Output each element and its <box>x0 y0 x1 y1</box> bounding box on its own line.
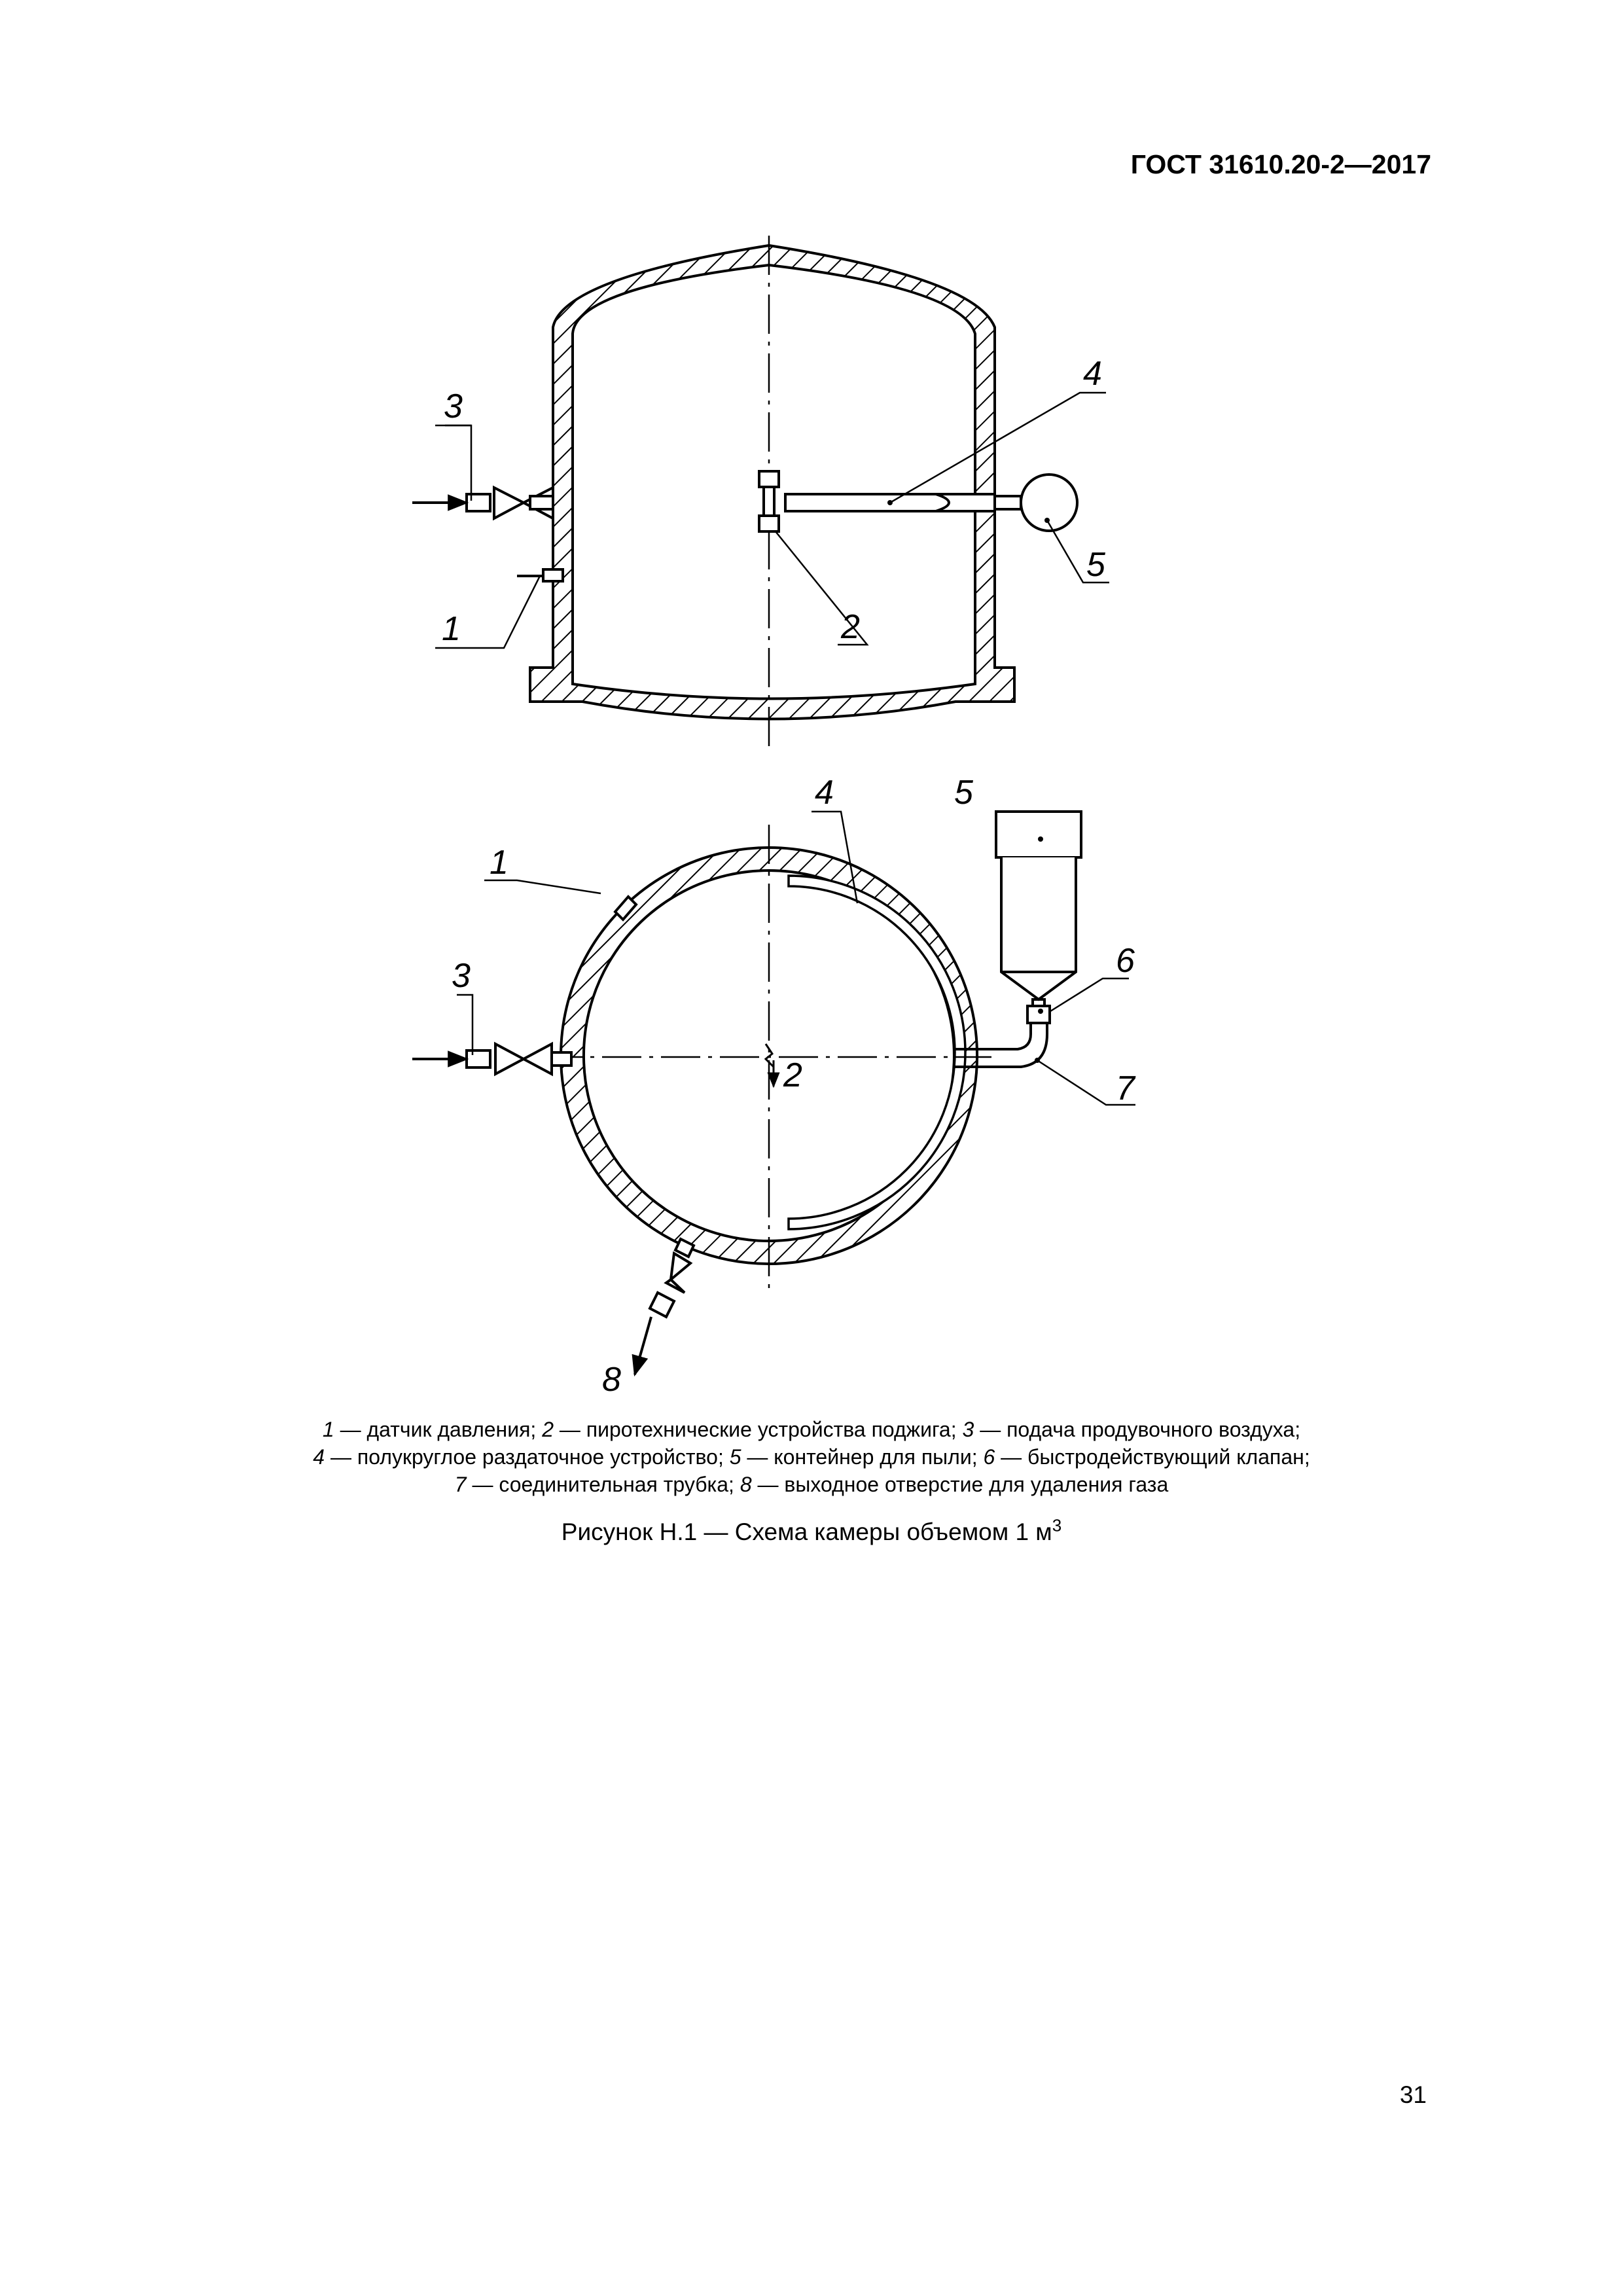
callout-5-plan: 5 <box>954 774 973 812</box>
legend-line-2: 4 — полукруглое раздаточное устройство; 5 — контейнер для пыли; 6 — быстродействующий клапан; <box>313 1445 1310 1469</box>
callout-3-plan: 3 <box>452 957 471 995</box>
callout-1-top: 1 <box>442 610 461 648</box>
page-number: 31 <box>1399 2081 1427 2108</box>
figure-legend <box>0 1416 1623 1498</box>
document-header: ГОСТ 31610.20-2—2017 <box>1130 149 1431 179</box>
callout-8-plan: 8 <box>602 1361 621 1399</box>
side-section-view <box>412 236 1077 746</box>
callout-4-top: 4 <box>1083 355 1102 393</box>
callout-1-plan: 1 <box>490 844 508 882</box>
callout-7-plan: 7 <box>1116 1069 1135 1107</box>
figure-caption: Рисунок Н.1 — Схема камеры объемом 1 $м^3$ <box>561 1515 1062 1545</box>
callout-3-top: 3 <box>444 387 463 425</box>
callout-6-plan: 6 <box>1116 942 1135 980</box>
callout-4-plan: 4 <box>815 774 834 812</box>
legend-line-3: 7 — соединительная трубка; 8 — выходное отверстие для удаления газа <box>454 1473 1169 1496</box>
callout-5-top: 5 <box>1086 546 1105 584</box>
callout-2-plan: 2 <box>783 1056 802 1094</box>
plan-section-view <box>412 812 1081 1374</box>
legend-line-1: 1 — датчик давления; 2 — пиротехнические устройства поджига; 3 — подача продувочного воздуха; <box>322 1418 1301 1441</box>
callout-2-top: 2 <box>841 608 860 646</box>
